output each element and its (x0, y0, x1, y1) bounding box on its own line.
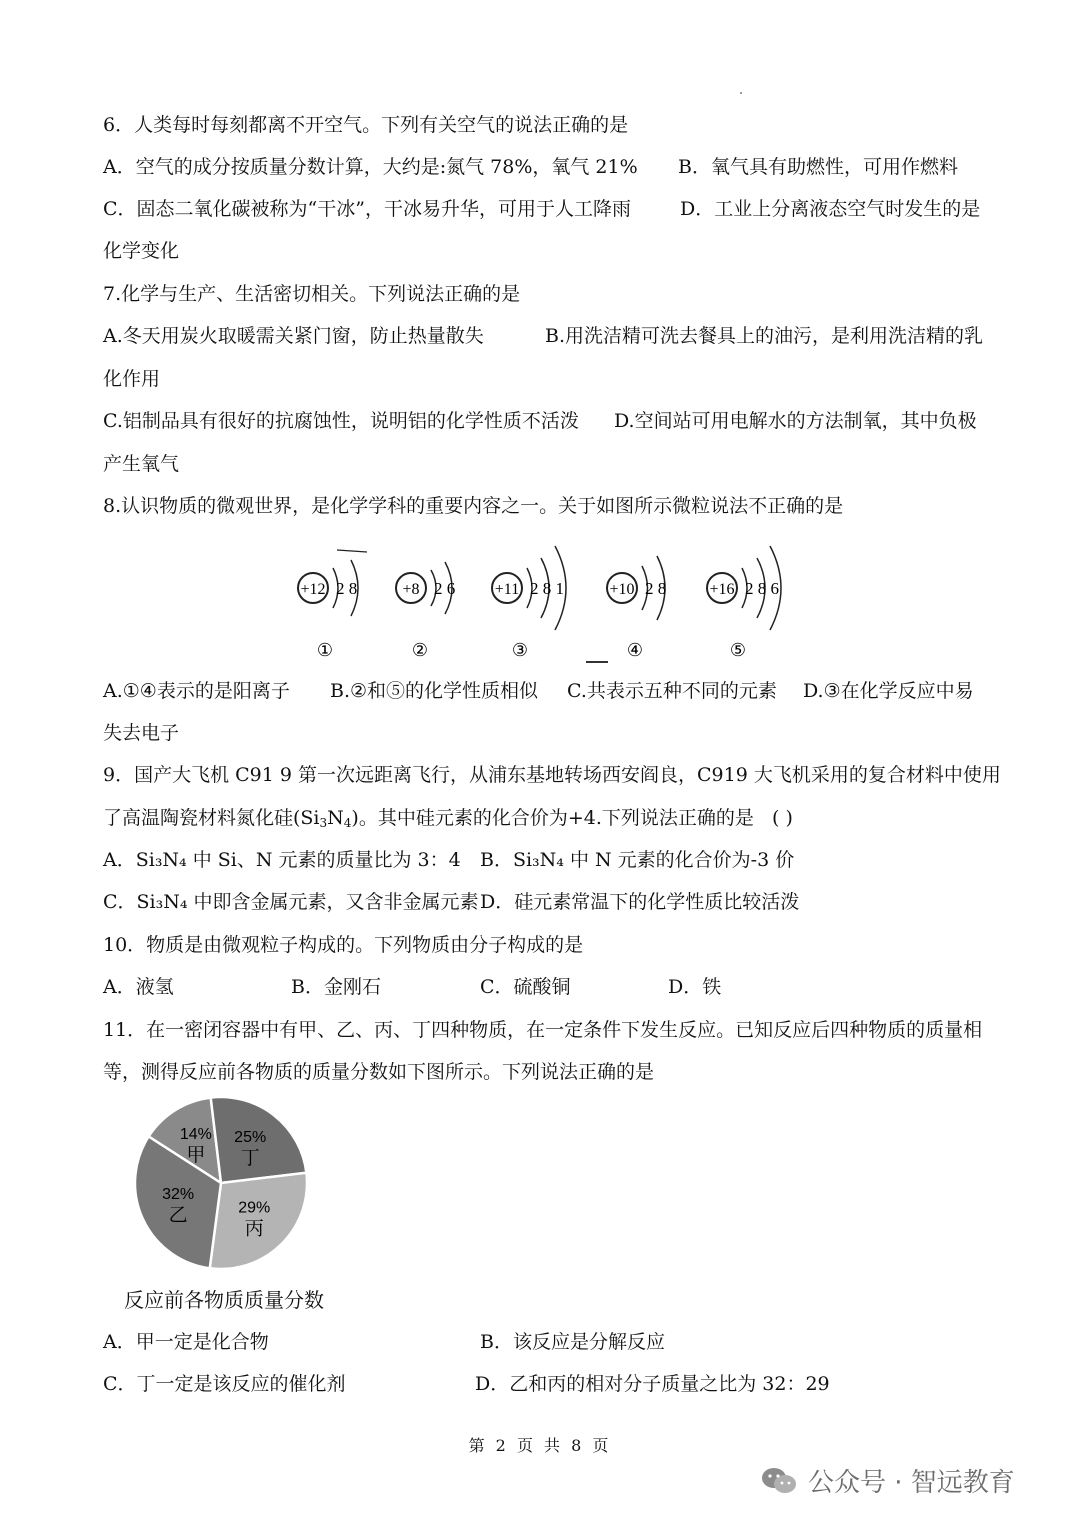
q6-option-d: D．工业上分离液态空气时发生的是 (680, 198, 981, 220)
watermark-text: 公众号 · 智远教育 (808, 1468, 1015, 1498)
pie-slice-4-name: 乙 (168, 1203, 188, 1226)
particle-5 (707, 546, 781, 661)
q10-option-a: A．液氢 (103, 976, 174, 998)
particle-1-label: ① (316, 640, 334, 661)
q8-option-d-cont: 失去电子 (103, 722, 180, 744)
q6-option-a: A．空气的成分按质量分数计算，大约是:氮气 78%，氧气 21% (103, 156, 638, 178)
q8-stem: 8.认识物质的微观世界，是化学学科的重要内容之一。关于如图所示微粒说法不正确的是 (103, 495, 844, 517)
watermark (760, 1462, 1015, 1499)
q6-option-d-cont: 化学变化 (103, 240, 180, 262)
particle-2-shells: 2 6 (434, 579, 456, 598)
q7-option-d: D.空间站可用电解水的方法制氧，其中负极 (614, 410, 977, 432)
particle-5-label: ⑤ (729, 640, 747, 661)
particle-1-shells: 2 8 (336, 579, 358, 598)
particle-4-nucleus: +10 (609, 581, 635, 598)
q7-option-b: B.用洗洁精可洗去餐具上的油污，是利用洗洁精的乳 (545, 325, 984, 347)
q11-option-c: C．丁一定是该反应的催化剂 (103, 1373, 346, 1395)
q8-option-a: A.①④表示的是阳离子 (103, 680, 290, 702)
particle-3 (492, 546, 566, 661)
particle-5-nucleus: +16 (709, 581, 735, 598)
particle-3-nucleus: +11 (494, 581, 520, 598)
q9-option-d: D．硅元素常温下的化学性质比较活泼 (480, 891, 800, 913)
q11-option-d: D．乙和丙的相对分子质量之比为 32：29 (475, 1373, 830, 1395)
pie-slice-4-percent: 32% (162, 1185, 195, 1203)
q6-stem: 6．人类每时每刻都离不开空气。下列有关空气的说法正确的是 (103, 114, 629, 136)
pie-slice-1-percent: 14% (179, 1125, 212, 1143)
pie-slice-3-name: 丙 (244, 1217, 264, 1240)
particle-4 (607, 556, 666, 661)
atom-structure-diagrams (285, 538, 805, 668)
stray-mark (740, 92, 742, 94)
wechat-icon (760, 1466, 798, 1496)
q9-option-b: B．Si₃N₄ 中 N 元素的化合价为-3 价 (480, 849, 795, 871)
pie-chart (125, 1095, 325, 1275)
q7-stem: 7.化学与生产、生活密切相关。下列说法正确的是 (103, 283, 521, 305)
q8-option-d: D.③在化学反应中易 (803, 680, 974, 702)
particle-3-label: ③ (511, 640, 529, 661)
q11-option-b: B．该反应是分解反应 (480, 1331, 665, 1353)
particle-2-label: ② (411, 640, 429, 661)
q6-option-b: B．氧气具有助燃性，可用作燃料 (678, 156, 958, 178)
q10-stem: 10．物质是由微观粒子构成的。下列物质由分子构成的是 (103, 934, 584, 956)
q7-option-d-cont: 产生氧气 (103, 453, 180, 475)
particle-5-shells: 2 8 6 (745, 579, 779, 598)
pie-slice-2-percent: 25% (234, 1128, 267, 1146)
q9-answer-blank: ( ) (772, 807, 793, 829)
pie-chart-title: 反应前各物质质量分数 (124, 1288, 324, 1312)
particle-1 (298, 550, 367, 661)
q9-option-a: A．Si₃N₄ 中 Si、N 元素的质量比为 3：4 (103, 849, 461, 871)
q10-option-b: B．金刚石 (291, 976, 381, 998)
q10-option-c: C．硫酸铜 (480, 976, 571, 998)
particle-3-shells: 2 8 1 (530, 579, 564, 598)
particle-4-label: ④ (626, 640, 644, 661)
q8-option-b: B.②和⑤的化学性质相似 (330, 680, 539, 702)
particle-2 (396, 562, 455, 661)
particle-1-nucleus: +12 (300, 581, 326, 598)
q9-stem-cont: 了高温陶瓷材料氮化硅$(Si_3N_4)$。其中硅元素的化合价为+4.下列说法正确的是 (103, 807, 754, 830)
q11-stem: 11．在一密闭容器中有甲、乙、丙、丁四种物质，在一定条件下发生反应。已知反应后四种物质的质量相 (103, 1019, 983, 1041)
pie-slice-3-percent: 29% (238, 1199, 271, 1217)
q11-stem-cont: 等，测得反应前各物质的质量分数如下图所示。下列说法正确的是 (103, 1061, 655, 1083)
q7-option-a: A.冬天用炭火取暖需关紧门窗，防止热量散失 (103, 325, 484, 347)
q9-option-c: C．Si₃N₄ 中即含金属元素，又含非金属元素 (103, 891, 479, 913)
particle-4-shells: 2 8 (645, 579, 667, 598)
q8-option-c: C.共表示五种不同的元素 (567, 680, 777, 702)
pie-slice-2-name: 丁 (240, 1146, 260, 1169)
q10-option-d: D．铁 (668, 976, 722, 998)
pie-slice-1-name: 甲 (186, 1143, 206, 1166)
q11-option-a: A．甲一定是化合物 (103, 1331, 269, 1353)
q7-option-c: C.铝制品具有很好的抗腐蚀性，说明铝的化学性质不活泼 (103, 410, 579, 432)
q9-stem: 9．国产大飞机 C91 9 第一次远距离飞行，从浦东基地转场西安阎良，C919 大飞机采用的复合材料中使用 (103, 764, 1001, 786)
page-footer: 第 2 页 共 8 页 (468, 1436, 612, 1455)
particle-2-nucleus: +8 (402, 581, 420, 598)
q7-option-b-cont: 化作用 (103, 368, 161, 390)
q6-option-c: C．固态二氧化碳被称为“干冰”，干冰易升华，可用于人工降雨 (103, 198, 631, 220)
stray-dash (586, 661, 608, 663)
